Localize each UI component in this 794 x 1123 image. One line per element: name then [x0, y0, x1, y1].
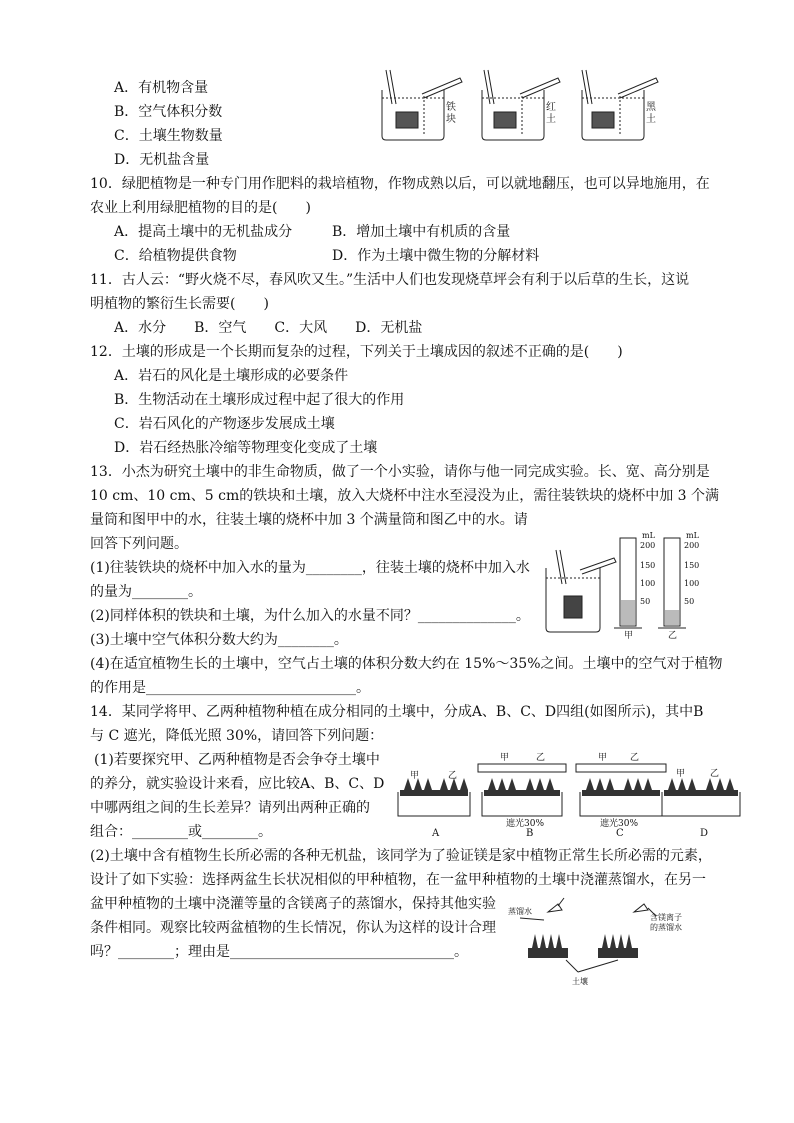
q13-part4-line1: (4)在适宜植物生长的土壤中，空气占土壤的体积分数大约在 15%～35%之间。土壤中的空气对于植物: [90, 656, 723, 672]
q14-part2-line1: (2)土壤中含有植物生长所必需的各种无机盐，该同学为了验证镁是家中植物正常生长所必需的元素，: [90, 848, 712, 864]
q10-option-c: C．给植物提供食物: [114, 248, 237, 264]
q9-label-red-2: 土: [546, 114, 556, 125]
q14-part1-line2: 的养分，就实验设计来看，应比较A、B、C、D: [90, 776, 385, 792]
q14-group-d: D: [700, 828, 709, 838]
q13-unit-2: mL: [686, 531, 699, 540]
q13-tick-100-1: 100: [640, 579, 656, 588]
q13-tick-150-2: 150: [684, 561, 700, 570]
q11-stem-line1: 11．古人云：“野火烧不尽，春风吹又生。”生活中人们也发现烧草坪会有利于以后草的生长，这说: [90, 272, 690, 288]
q14-c-plant-jia: 甲: [598, 753, 608, 763]
q10-stem-line1: 10．绿肥植物是一种专门用作肥料的栽培植物，作物成熟以后，可以就地翻压，也可以异地施用，在: [90, 176, 710, 192]
q14-soil-label: 土壤: [572, 977, 588, 986]
q14-group-b: B: [526, 828, 534, 838]
q14-stem-line1: 14．某同学将甲、乙两种植物种植在成分相同的土壤中，分成A、B、C、D四组(如图所示)，其中B: [90, 704, 704, 720]
q13-stem-line1: 13．小杰为研究土壤中的非生命物质，做了一个小实验，请你与他一同完成实验。长、宽、高分别是: [90, 464, 710, 480]
q14-c-shade-label: 遮光30%: [600, 819, 639, 829]
q13-unit-1: mL: [642, 531, 655, 540]
q13-tick-50-2: 50: [684, 597, 695, 606]
q14-part2-line2: 设计了如下实验：选择两盆生长状况相似的甲种植物，在一盆甲种植物的土壤中浇灌蒸馏水，在另一: [90, 872, 706, 888]
q14-d-plant-jia: 甲: [676, 769, 686, 779]
q14-part1-line3: 中哪两组之间的生长差异？请列出两种正确的: [90, 800, 370, 816]
q9-label-red-1: 红: [546, 102, 556, 113]
q9-label-black-1: 黑: [646, 102, 656, 113]
q14-part1-line4: 组合：________或________。: [90, 824, 272, 840]
q9-label-iron-2: 块: [446, 114, 456, 125]
q14-a-plant-jia: 甲: [410, 771, 420, 781]
q14-d-plant-yi: 乙: [710, 769, 720, 779]
q13-tick-200-2: 200: [684, 541, 700, 550]
q13-tick-150-1: 150: [640, 561, 656, 570]
q13-stem-line3: 量筒和图甲中的水，往装土壤的烧杯中加 3 个满量筒和图乙中的水。请: [90, 512, 528, 528]
q14-watering-figure: [508, 894, 688, 986]
q13-part4-line2: 的作用是______________________________。: [90, 680, 370, 696]
q13-stem-line2: 10 cm、10 cm、5 cm的铁块和土壤，放入大烧杯中注水至浸没为止，需往装铁块的烧杯中加 3 个满: [90, 488, 720, 504]
q9-option-d: D．无机盐含量: [114, 152, 210, 168]
q9-label-black-2: 土: [646, 114, 656, 125]
q14-part2-line4: 条件相同。观察比较两盆植物的生长情况，你认为这样的设计合理: [90, 920, 496, 936]
q12-option-b: B．生物活动在土壤形成过程中起了很大的作用: [114, 392, 405, 408]
q11-options: A．水分 B．空气 C．大风 D．无机盐: [114, 320, 423, 336]
q12-option-c: C．岩石风化的产物逐步发展成土壤: [114, 416, 335, 432]
q12-stem: 12．土壤的形成是一个长期而复杂的过程，下列关于土壤成因的叙述不正确的是( ): [90, 344, 623, 360]
q14-c-plant-yi: 乙: [630, 753, 640, 763]
q12-option-d: D．岩石经热胀冷缩等物理变化变成了土壤: [114, 440, 378, 456]
q14-distilled-water-label: 蒸馏水: [508, 907, 532, 916]
q14-a-plant-yi: 乙: [448, 771, 458, 781]
q9-option-b: B．空气体积分数: [114, 104, 223, 120]
q9-option-a: A．有机物含量: [114, 80, 209, 96]
q13-tick-100-2: 100: [684, 579, 700, 588]
q13-part2: (2)同样体积的铁块和土壤，为什么加入的水量不同？______________。: [90, 608, 530, 624]
q9-option-c: C．土壤生物数量: [114, 128, 223, 144]
q14-b-plant-yi: 乙: [536, 753, 546, 763]
q14-part2-line5: 吗？________；理由是________________________________。: [90, 944, 468, 960]
q13-part1-line1: (1)往装铁块的烧杯中加入水的量为________，往装土壤的烧杯中加入水: [90, 560, 530, 576]
q9-beakers-figure: [378, 64, 668, 144]
q13-part3: (3)土壤中空气体积分数大约为________。: [90, 632, 348, 648]
q11-stem-line2: 明植物的繁衍生长需要( ): [90, 296, 269, 312]
q13-part1-line2: 的量为________。: [90, 584, 202, 600]
q14-mg-water-label-1: 含镁离子: [650, 913, 682, 922]
q14-stem-line2: 与 C 遮光，降低光照 30%，请回答下列问题：: [90, 728, 384, 744]
q10-option-a: A．提高土壤中的无机盐成分: [114, 224, 293, 240]
q14-groups-figure: [390, 744, 750, 838]
q14-b-shade-label: 遮光30%: [506, 819, 545, 829]
q10-option-b: B．增加土壤中有机质的含量: [332, 224, 511, 240]
q14-part2-line3: 盆甲种植物的土壤中浇灌等量的含镁离子的蒸馏水，保持其他实验: [90, 896, 496, 912]
q10-option-d: D．作为土壤中微生物的分解材料: [332, 248, 540, 264]
q13-tick-50-1: 50: [640, 597, 651, 606]
q9-label-iron-1: 铁: [446, 102, 456, 113]
q14-mg-water-label-2: 的蒸馏水: [650, 923, 682, 932]
q14-b-plant-jia: 甲: [500, 753, 510, 763]
q10-stem-line2: 农业上利用绿肥植物的目的是( ): [90, 200, 311, 216]
q13-cylinders-figure: [540, 528, 710, 640]
q14-part1-line1: (1)若要探究甲、乙两种植物是否会争夺土壤中: [94, 752, 380, 768]
q13-label-jia: 甲: [624, 631, 634, 640]
q13-tick-200-1: 200: [640, 541, 656, 550]
q14-group-a: A: [432, 828, 440, 838]
q14-group-c: C: [616, 828, 624, 838]
q12-option-a: A．岩石的风化是土壤形成的必要条件: [114, 368, 349, 384]
q13-label-yi: 乙: [668, 631, 678, 640]
q13-stem-line4: 回答下列问题。: [90, 536, 188, 552]
